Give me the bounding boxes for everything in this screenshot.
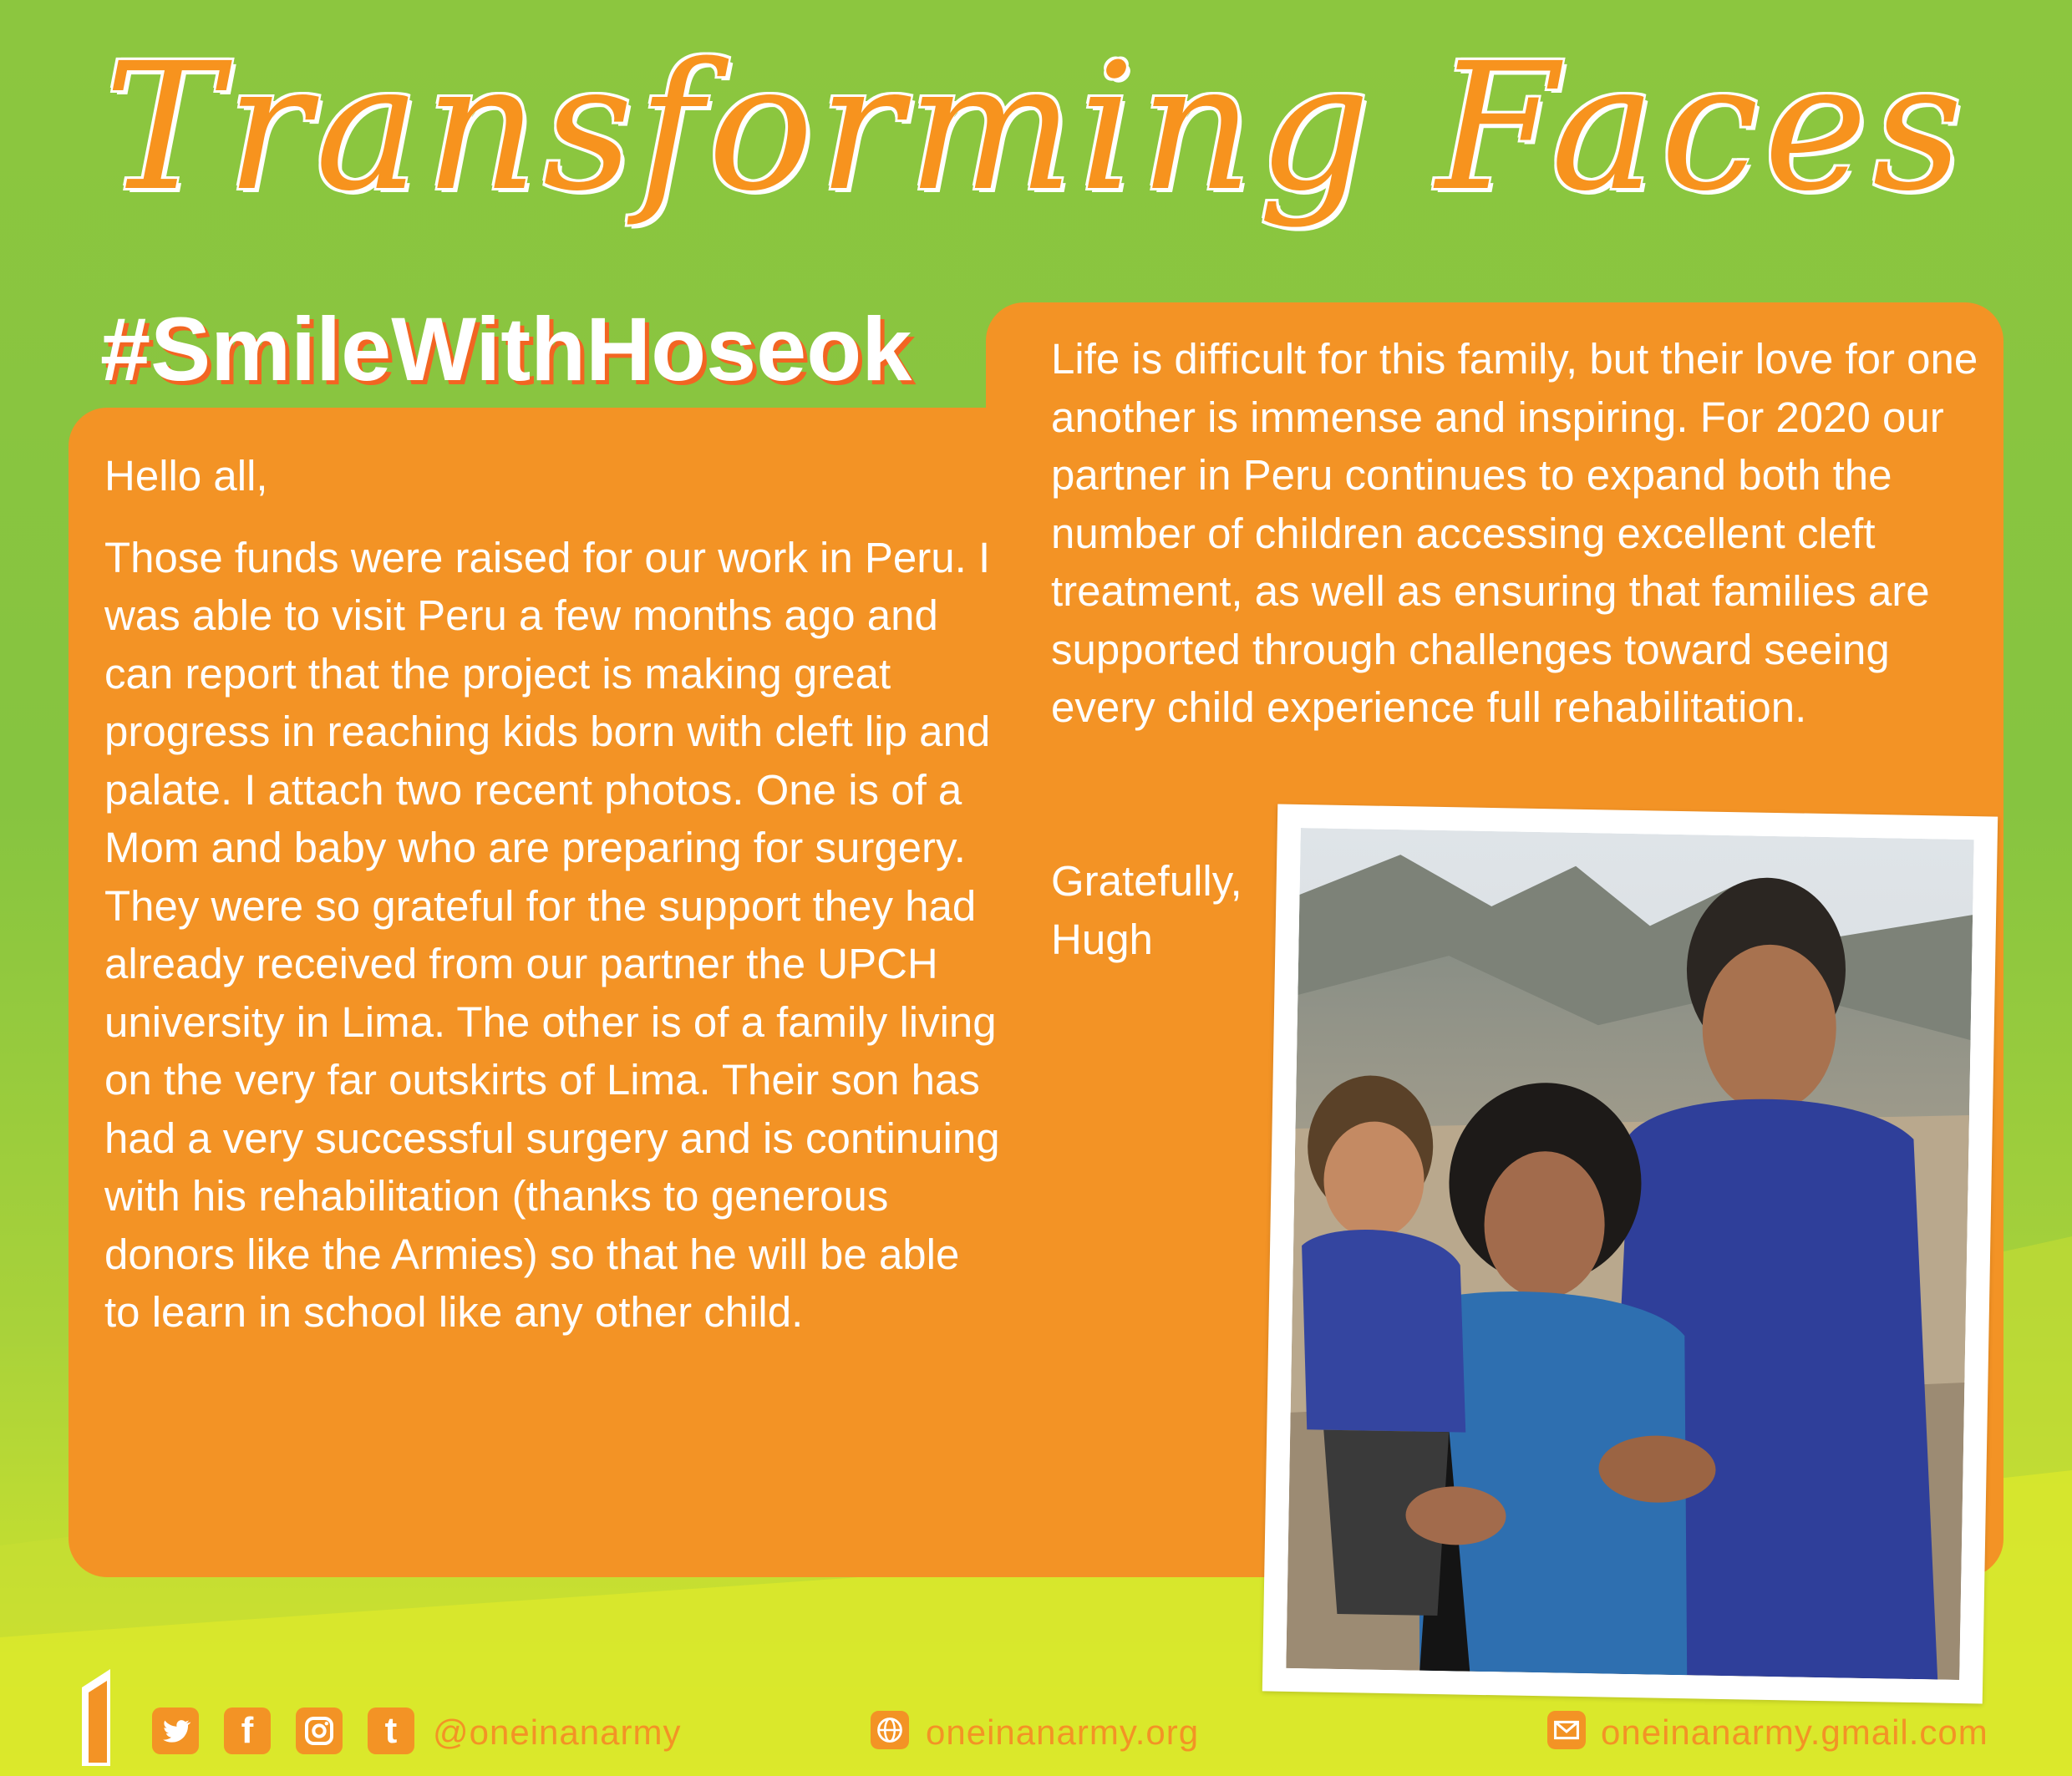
facebook-icon[interactable]: f: [224, 1707, 271, 1754]
letter-body-right: Life is difficult for this family, but their love for one another is immense and inspiring. For 2020 our partner in Peru continues to expand both the number of children accessing excellent cleft treatment, as well as ensuring that families are supported through challenges toward seeing every child experience full rehabilitation.: [1051, 335, 1978, 731]
family-photo-frame: [1262, 804, 1998, 1704]
family-photo: [1286, 828, 1973, 1680]
letter-signature: Hugh: [1051, 916, 1153, 963]
letter-closing: Gratefully,: [1051, 857, 1242, 905]
mail-icon: [1547, 1711, 1586, 1749]
footer-handle[interactable]: @oneinanarmy: [433, 1713, 682, 1752]
tumblr-icon[interactable]: t: [368, 1707, 414, 1754]
letter-body-left: Those funds were raised for our work in Peru. I was able to visit Peru a few months ago and can report that the project is making great progress in reaching kids born with cleft lip and palate. I attach two recent photos. One is of a Mom and baby who are preparing for surgery. They were so grateful for the support they had already received from our partner the UPCH university in Lima. The other is of a family living on the very far outskirts of Lima. Their son has had a very successful surgery and is continuing with his rehabilitation (thanks to generous donors like the Armies) so that he will be able to learn in school like any other child.: [104, 533, 1000, 1336]
letter-signoff: [1051, 852, 1242, 969]
globe-icon: [871, 1711, 909, 1749]
footer-email[interactable]: oneinanarmy.gmail.com: [1601, 1713, 1988, 1752]
letter-left-column: [104, 447, 1007, 1365]
family-photo-illustration: [1286, 828, 1973, 1680]
instagram-icon[interactable]: [296, 1707, 343, 1754]
twitter-icon[interactable]: [152, 1707, 199, 1754]
one-in-an-army-logo: [77, 1662, 124, 1766]
letter-greeting: Hello all,: [104, 452, 268, 500]
page-title: Transforming Faces: [104, 25, 1968, 230]
hashtag: #SmileWithHoseok: [100, 298, 912, 399]
footer-website[interactable]: oneinanarmy.org: [926, 1713, 1200, 1752]
